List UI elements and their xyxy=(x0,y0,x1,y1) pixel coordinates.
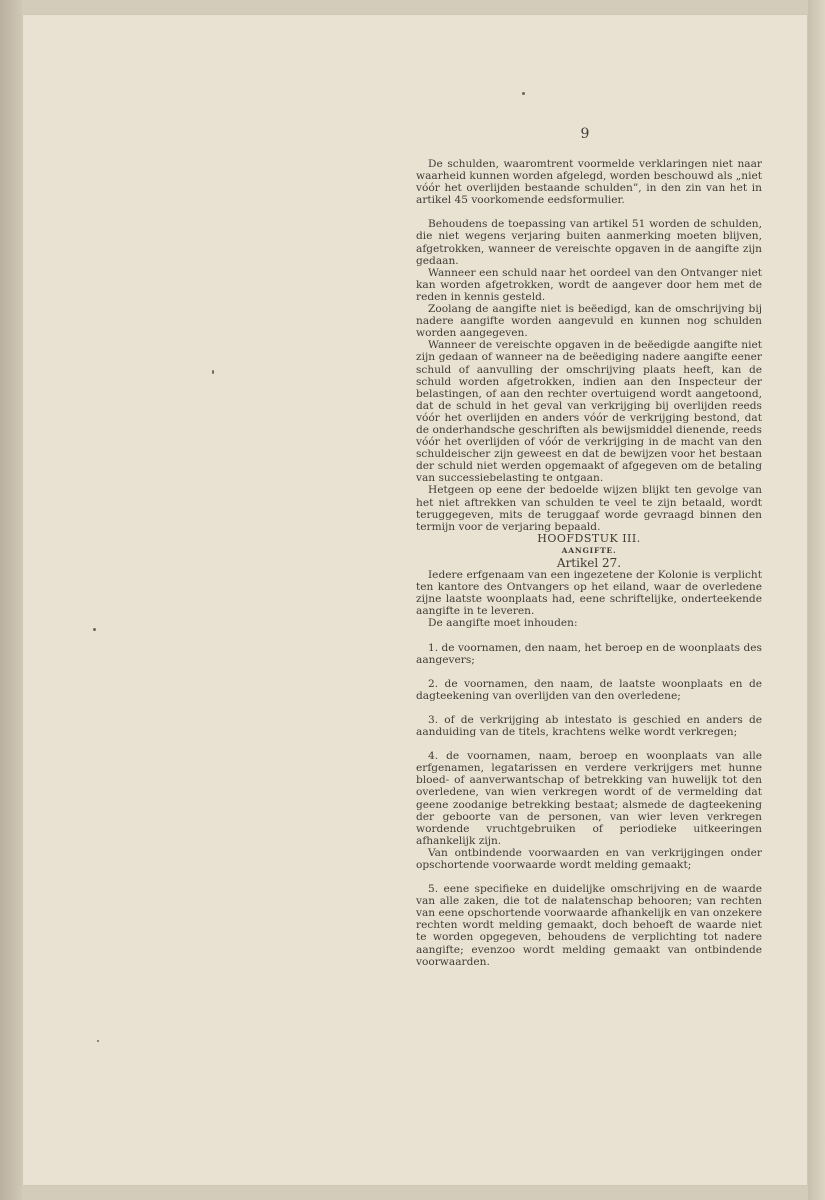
paragraph: Wanneer de vereischte opgaven in de beëedigde aangifte niet zijn gedaan of wanneer na de beëediging nadere aangifte eener schuld of aanvulling der omschrijving plaats heeft, kan de schuld worden afgetrokken, indien aan den Inspecteur der belastingen, of aan den rechter overtuigend wordt aangetoond, dat de schuld in het geval van verkrijging bij overlijden reeds vóór het overlijden en anders vóór de verkrijging bestond, dat de onderhandsche geschriften als bewijsmiddel dienende, reeds vóór het overlijden of vóór de verkrijging in de macht van den schuldeischer zijn geweest en dat de bewijzen voor het bestaan der schuld niet werden opgemaakt of afgegeven om de betaling van successiebelasting te ontgaan. xyxy=(416,339,762,485)
list-item: 1. de voornamen, den naam, het beroep en de woonplaats des aangevers; xyxy=(416,641,762,666)
paragraph: Wanneer een schuld naar het oordeel van den Ontvanger niet kan worden afgetrokken, wordt de aangever door hem met de reden in kennis gesteld. xyxy=(416,266,762,303)
ink-speck xyxy=(93,628,96,631)
text-column xyxy=(416,158,762,968)
page-number: 9 xyxy=(580,126,590,142)
ink-speck xyxy=(212,370,214,374)
list-item-note: Van ontbindende voorwaarden en van verkrijgingen onder opschortende voorwaarde wordt melding gemaakt; xyxy=(416,846,762,871)
chapter-subheading: AANGIFTE. xyxy=(561,545,617,555)
binding-gutter xyxy=(0,0,22,1200)
paragraph: Zoolang de aangifte niet is beëedigd, kan de omschrijving bij nadere aangifte worden aangevuld en kunnen nog schulden worden aangegeven. xyxy=(416,303,762,340)
article-heading: Artikel 27. xyxy=(556,556,622,570)
list-item: 2. de voornamen, den naam, de laatste woonplaats en de dagteekening van overlijden van den overledene; xyxy=(416,677,762,702)
page-edge xyxy=(808,0,825,1200)
chapter-heading: HOOFDSTUK III. xyxy=(537,531,641,545)
paragraph: Behoudens de toepassing van artikel 51 worden de schulden, die niet wegens verjaring buiten aanmerking moeten blijven, afgetrokken, wanneer de vereischte opgaven in de aangifte zijn gedaan. xyxy=(416,218,762,267)
ink-speck xyxy=(97,1040,99,1042)
paragraph: Hetgeen op eene der bedoelde wijzen blijkt ten gevolge van het niet aftrekken van schulden te veel te zijn betaald, wordt teruggegeven, mits de teruggaaf worde gevraagd binnen den termijn voor de verjaring bepaald. xyxy=(416,484,762,533)
article-intro: Iedere erfgenaam van een ingezetene der Kolonie is verplicht ten kantore des Ontvangers op het eiland, waar de overledene zijne laatste woonplaats had, eene schriftelijke, onderteekende aangifte in te leveren. xyxy=(416,569,762,618)
list-item: 4. de voornamen, naam, beroep en woonplaats van alle erfgenamen, legatarissen en verdere verkrijgers met hunne bloed- of aanverwantschap of betrekking van huwelijk tot den overledene, van wien verkregen wordt of de vermelding dat geene zoodanige betrekking bestaat; alsmede de dagteekening der geboorte van de personen, van wier leven verkregen wordende vruchtgebruiken of periodieke uitkeeringen afhankelijk zijn. xyxy=(416,750,762,847)
article-lead: De aangifte moet inhouden: xyxy=(428,617,578,630)
list-item: 3. of de verkrijging ab intestato is geschied en anders de aanduiding van de titels, krachtens welke wordt verkregen; xyxy=(416,713,762,739)
list-item: 5. eene specifieke en duidelijke omschrijving en de waarde van alle zaken, die tot de nalatenschap behooren; van rechten van eene opschortende voorwaarde afhankelijk en van onzekere rechten wordt melding gemaakt, doch behoeft de waarde niet te worden opgegeven, behoudens de verplichting tot nadere aangifte; evenzoo wordt melding gemaakt van ontbindende voorwaarden. xyxy=(416,883,762,968)
paragraph: De schulden, waaromtrent voormelde verklaringen niet naar waarheid kunnen worden afgelegd, worden beschouwd als „niet vóór het overlijden bestaande schulden”, in den zin van het in artikel 45 voorkomende eedsformulier. xyxy=(416,158,762,207)
ink-speck xyxy=(522,92,525,95)
